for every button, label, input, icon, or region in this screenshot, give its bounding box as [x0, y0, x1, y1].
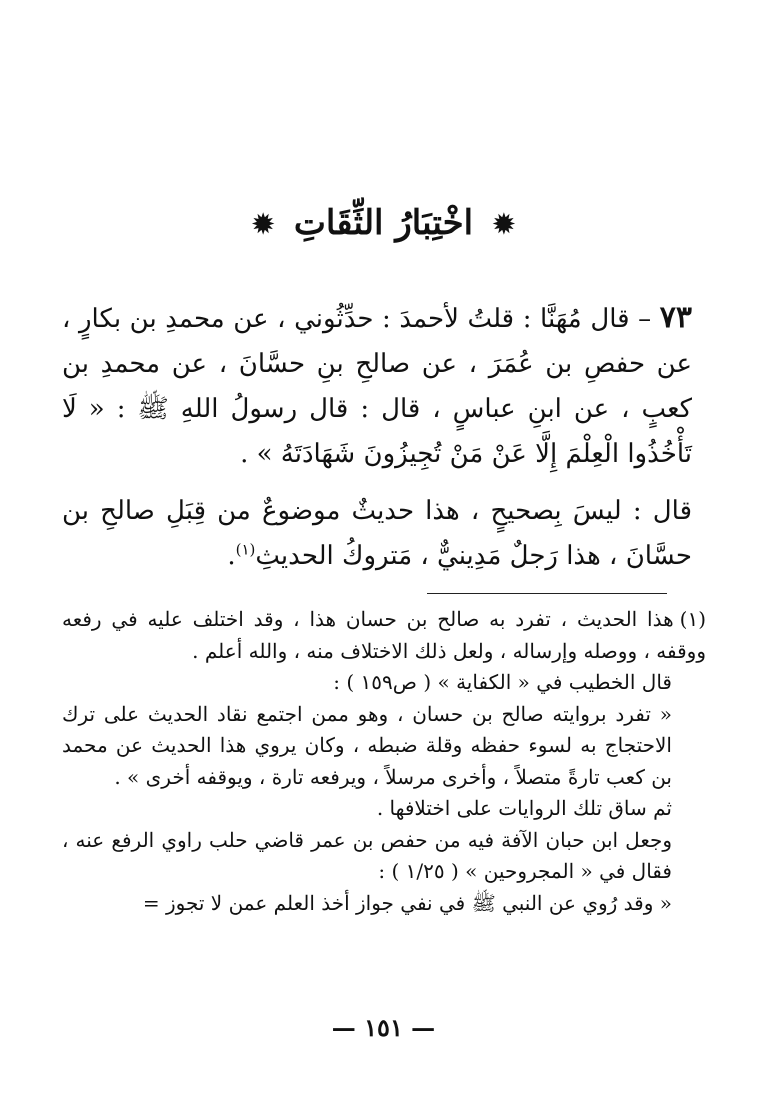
comment-paragraph [62, 489, 692, 579]
ornament-icon: ✹ [492, 210, 515, 240]
comment-text: قال : ليسَ بِصحيحٍ ، هذا حديثٌ موضوعٌ من قِبَلِ صالحِ بن حسَّانَ ، هذا رَجلٌ مَدِينيٌّ ، مَتروكُ الحديثِ [62, 496, 692, 571]
footnote-number: (١) [679, 607, 706, 631]
ornament-icon: ✹ [252, 210, 275, 240]
hadith-body: قال مُهَنَّا : قلتُ لأحمدَ : حدِّثُوني ، عن محمدِ بن بكارٍ ، عن حفصِ بن عُمَرَ ، عن صالحِ بنِ حسَّانَ ، عن محمدِ بن كعبٍ ، عن ابنِ عباسٍ ، قال : قال رسولُ اللهِ ﷺ : « لَا تَأْخُذُوا الْعِلْمَ إِلَّا عَنْ مَنْ تُجِيزُونَ شَهَادَتَهُ » . [62, 304, 692, 469]
footnote-ibn-hibban: وجعل ابن حبان الآفة فيه من حفص بن عمر قاضي حلب راوي الرفع عنه ، فقال في « المجروحين » ( ١/٢٥ ) : [62, 827, 672, 883]
footnote-separator [427, 593, 667, 594]
footnotes [62, 604, 706, 919]
hadith-number: ٧٣ [659, 300, 692, 335]
comment-end: . [227, 541, 236, 571]
footnote-khatib-intro: قال الخطيب في « الكفاية » ( ص١٥٩ ) : [333, 670, 672, 694]
footnote-text: هذا الحديث ، تفرد به صالح بن حسان هذا ، وقد اختلف عليه في رفعه ووقفه ، ووصله وإرساله ، ولعل ذلك الاختلاف منه ، والله أعلم . [62, 607, 706, 663]
footnote-reference: (١) [235, 540, 256, 559]
hadith-paragraph [62, 295, 692, 477]
footnote-then: ثم ساق تلك الروايات على اختلافها . [376, 796, 672, 820]
section-title-text: اخْتِبَارُ الثِّقَاتِ [293, 203, 474, 243]
section-title [0, 203, 767, 243]
page-number: — ١٥١ — [331, 1013, 436, 1042]
footnote-khatib-quote: « تفرد بروايته صالح بن حسان ، وهو ممن اجتمع نقاد الحديث على ترك الاحتجاج به لسوء حفظه وقلة ضبطه ، وكان يروي هذا الحديث عن محمد بن كعب تارةً متصلاً ، وأخرى مرسلاً ، ويرفعه تارة ، ويوقفه أخرى » . [62, 701, 672, 789]
footnote-line [62, 604, 706, 667]
footnote-last-quote: « وقد رُوي عن النبي ﷺ في نفي جواز أخذ العلم عمن لا تجوز = [142, 890, 672, 915]
main-text [62, 295, 692, 579]
hadith-dash: – [638, 304, 652, 334]
